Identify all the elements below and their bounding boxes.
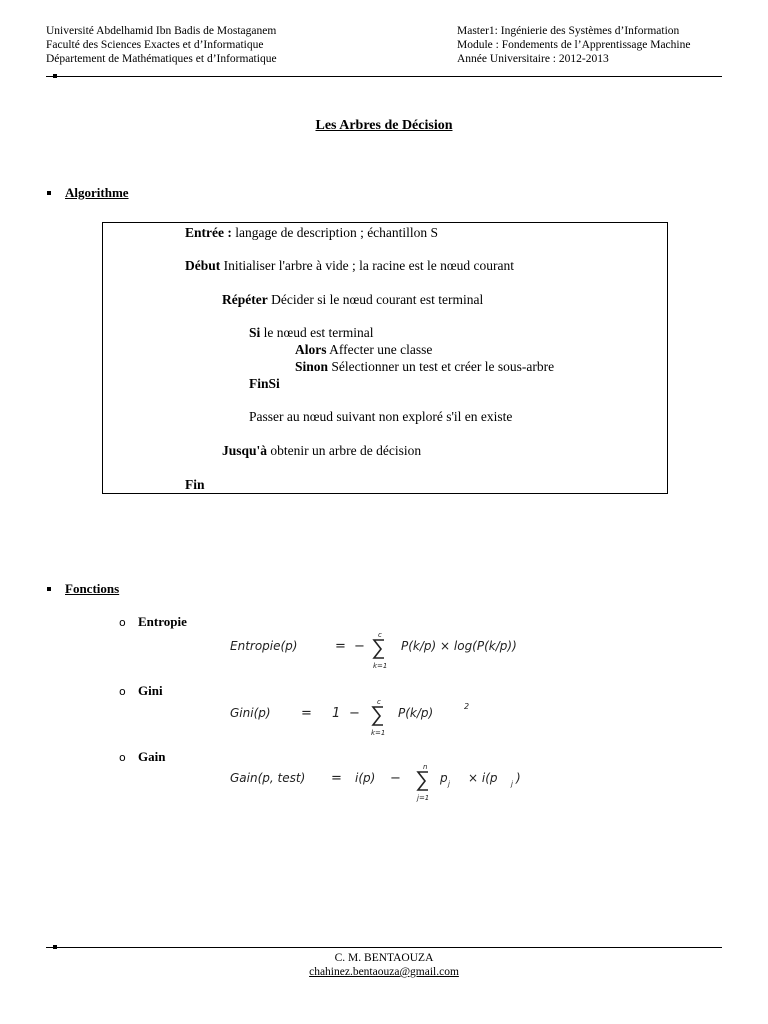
algo-si [249, 325, 374, 341]
gain-ipj-sub: j [511, 780, 513, 788]
function-name-gini: Gini [138, 683, 163, 698]
algo-repeter-keyword: Répéter [222, 292, 268, 307]
gini-minus: − [349, 706, 360, 721]
entropie-eq: = [335, 639, 346, 654]
algo-jusqua-text: obtenir un arbre de décision [267, 443, 422, 458]
algo-passer: Passer au nœud suivant non exploré s'il en existe [249, 409, 513, 424]
page-title: Les Arbres de Décision [315, 118, 453, 133]
footer-rule-mark [53, 945, 57, 949]
algo-si-keyword: Si [249, 325, 261, 340]
algo-finsi-keyword: FinSi [249, 376, 280, 391]
algo-entree [185, 225, 438, 241]
algo-debut [185, 258, 514, 274]
algorithm-box [102, 222, 668, 494]
entropie-lhs: Entropie(p) [230, 639, 298, 653]
algo-sinon-text: Sélectionner un test et créer le sous-arbre [328, 359, 555, 374]
gini-body: P(k/p) [398, 706, 434, 720]
gini-one: 1 [332, 706, 341, 721]
entropie-formula [228, 630, 608, 670]
header-rule [46, 76, 722, 77]
footer-author: C. M. BENTAOUZA [334, 952, 434, 964]
entropie-body: P(k/p) × log(P(k/p)) [401, 639, 517, 653]
header-rule-mark [53, 74, 57, 78]
gain-times: × i(p [468, 771, 498, 785]
gain-eq: = [331, 771, 342, 786]
footer-rule [46, 947, 722, 948]
algo-alors [295, 342, 432, 358]
gini-eq: = [301, 706, 312, 721]
faculty-name: Faculté des Sciences Exactes et d’Informatique [46, 39, 264, 51]
section-title-fonctions: Fonctions [65, 581, 120, 596]
section-bullet-icon [47, 191, 51, 195]
gain-pj-sub: j [448, 780, 450, 788]
entropie-sum-bottom: k=1 [373, 662, 388, 670]
algo-entree-keyword: Entrée : [185, 225, 232, 240]
algo-si-text: le nœud est terminal [260, 325, 374, 340]
entropie-sum-top: c [378, 631, 382, 639]
gain-sum-top: n [423, 763, 428, 771]
gini-formula [228, 697, 508, 737]
gain-close: ) [516, 771, 521, 785]
algo-fin [185, 477, 205, 493]
gini-exp: 2 [464, 702, 470, 711]
gain-minus: − [390, 771, 401, 786]
algo-jusqua [222, 443, 421, 459]
circle-bullet-icon: o [119, 616, 126, 629]
gain-formula [228, 762, 548, 802]
circle-bullet-icon: o [119, 751, 126, 764]
gain-lhs: Gain(p, test) [230, 771, 306, 785]
module-name: Module : Fondements de l’Apprentissage Machine [457, 39, 691, 51]
gain-ip: i(p) [355, 771, 376, 785]
section-bullet-icon [47, 587, 51, 591]
department-name: Département de Mathématiques et d’Informatique [46, 53, 277, 65]
section-title-algorithme: Algorithme [65, 185, 129, 200]
academic-year: Année Universitaire : 2012-2013 [457, 53, 609, 65]
sum-icon [418, 772, 428, 790]
gini-lhs: Gini(p) [230, 706, 271, 720]
gini-sum-bottom: k=1 [371, 729, 386, 737]
circle-bullet-icon: o [119, 685, 126, 698]
sum-icon [374, 640, 384, 658]
algo-sinon [295, 359, 554, 375]
function-name-entropie: Entropie [138, 614, 187, 629]
algo-debut-keyword: Début [185, 258, 221, 273]
sum-icon [373, 707, 383, 725]
algo-finsi [249, 376, 280, 392]
footer-email-link[interactable]: chahinez.bentaouza@gmail.com [309, 966, 459, 978]
function-name-gain: Gain [138, 749, 166, 764]
master-program: Master1: Ingénierie des Systèmes d’Information [457, 25, 680, 37]
algo-jusqua-keyword: Jusqu'à [222, 443, 268, 458]
university-name: Université Abdelhamid Ibn Badis de Mostaganem [46, 25, 277, 37]
entropie-minus: − [354, 639, 365, 654]
algo-alors-text: Affecter une classe [326, 342, 433, 357]
algo-repeter-text: Décider si le nœud courant est terminal [267, 292, 484, 307]
gini-sum-top: c [377, 698, 381, 706]
gain-pj: p [440, 771, 448, 785]
algo-sinon-keyword: Sinon [295, 359, 329, 374]
algo-debut-text: Initialiser l'arbre à vide ; la racine est le nœud courant [220, 258, 514, 273]
algo-repeter [222, 292, 483, 308]
algo-alors-keyword: Alors [295, 342, 327, 357]
algo-fin-keyword: Fin [185, 477, 205, 492]
footer-email-line [0, 966, 768, 979]
algo-entree-text: langage de description ; échantillon S [231, 225, 439, 240]
gain-sum-bottom: j=1 [417, 794, 430, 802]
